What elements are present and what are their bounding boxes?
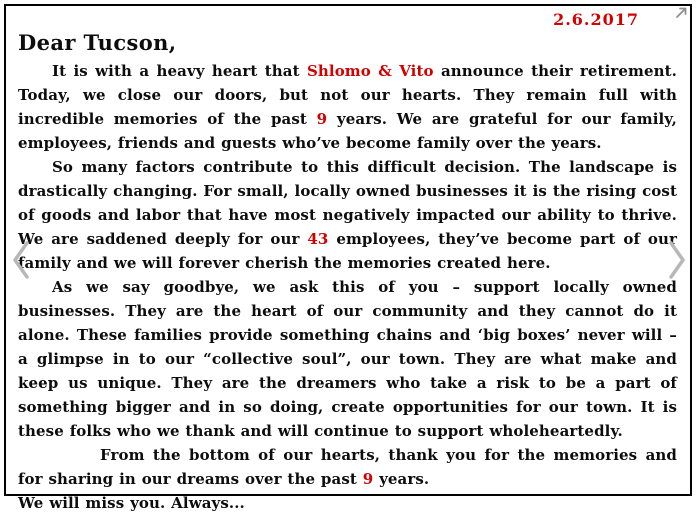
letter-text: We will miss you. Always... xyxy=(18,494,245,512)
next-photo-button[interactable] xyxy=(664,238,690,282)
letter-text: So many factors contribute to this difficult decision. The landscape is drastically changing. For small, locally owned businesses it is the rising cost of goods and labor that have most negatively impacted our ability to thrive. We are saddened deeply for our xyxy=(18,158,677,248)
letter-text: years. We are grateful for our family, employees, friends and guests who’ve become family over the years. xyxy=(18,110,678,152)
letter-text: employees, they’ve become part of our family and we will forever cherish the memories created here. xyxy=(18,230,677,272)
letter-paragraph xyxy=(18,491,677,515)
letter-text: announce their retirement. Today, we close our doors, but not our hearts. They remain full with incredible memories of the past xyxy=(18,62,677,128)
letter-date: 2.6.2017 xyxy=(553,10,639,29)
letter-body xyxy=(18,59,677,515)
letter-text: As we say goodbye, we ask this of you – support locally owned businesses. They are the heart of our community and they cannot do it alone. These families provide something chains and ‘big boxes’ never will – a glimpse in to our “collective soul”, our town. They are what make and keep us unique. They are the dreamers who take a risk to be a part of something bigger and in so doing, create opportunities for our town. It is these folks who we thank and will continue to support wholeheartedly. xyxy=(18,278,677,440)
letter-paragraph xyxy=(18,155,677,275)
highlight-text: Shlomo & Vito xyxy=(306,62,434,80)
letter-paragraph xyxy=(18,59,677,155)
expand-icon[interactable] xyxy=(674,5,689,20)
highlight-text: 9 xyxy=(362,470,374,488)
letter-paragraph xyxy=(18,275,677,443)
letter-text: It is with a heavy heart that xyxy=(52,62,307,80)
letter-text: From the bottom of our hearts, thank you for the memories and for sharing in our dreams over the past xyxy=(18,446,677,488)
letter-document xyxy=(4,4,692,512)
letter-text: years. xyxy=(373,470,430,488)
letter-paragraph xyxy=(18,443,677,491)
highlight-text: 9 xyxy=(316,110,328,128)
prev-photo-button[interactable] xyxy=(8,238,34,282)
letter-salutation: Dear Tucson, xyxy=(18,30,177,55)
highlight-text: 43 xyxy=(307,230,329,248)
